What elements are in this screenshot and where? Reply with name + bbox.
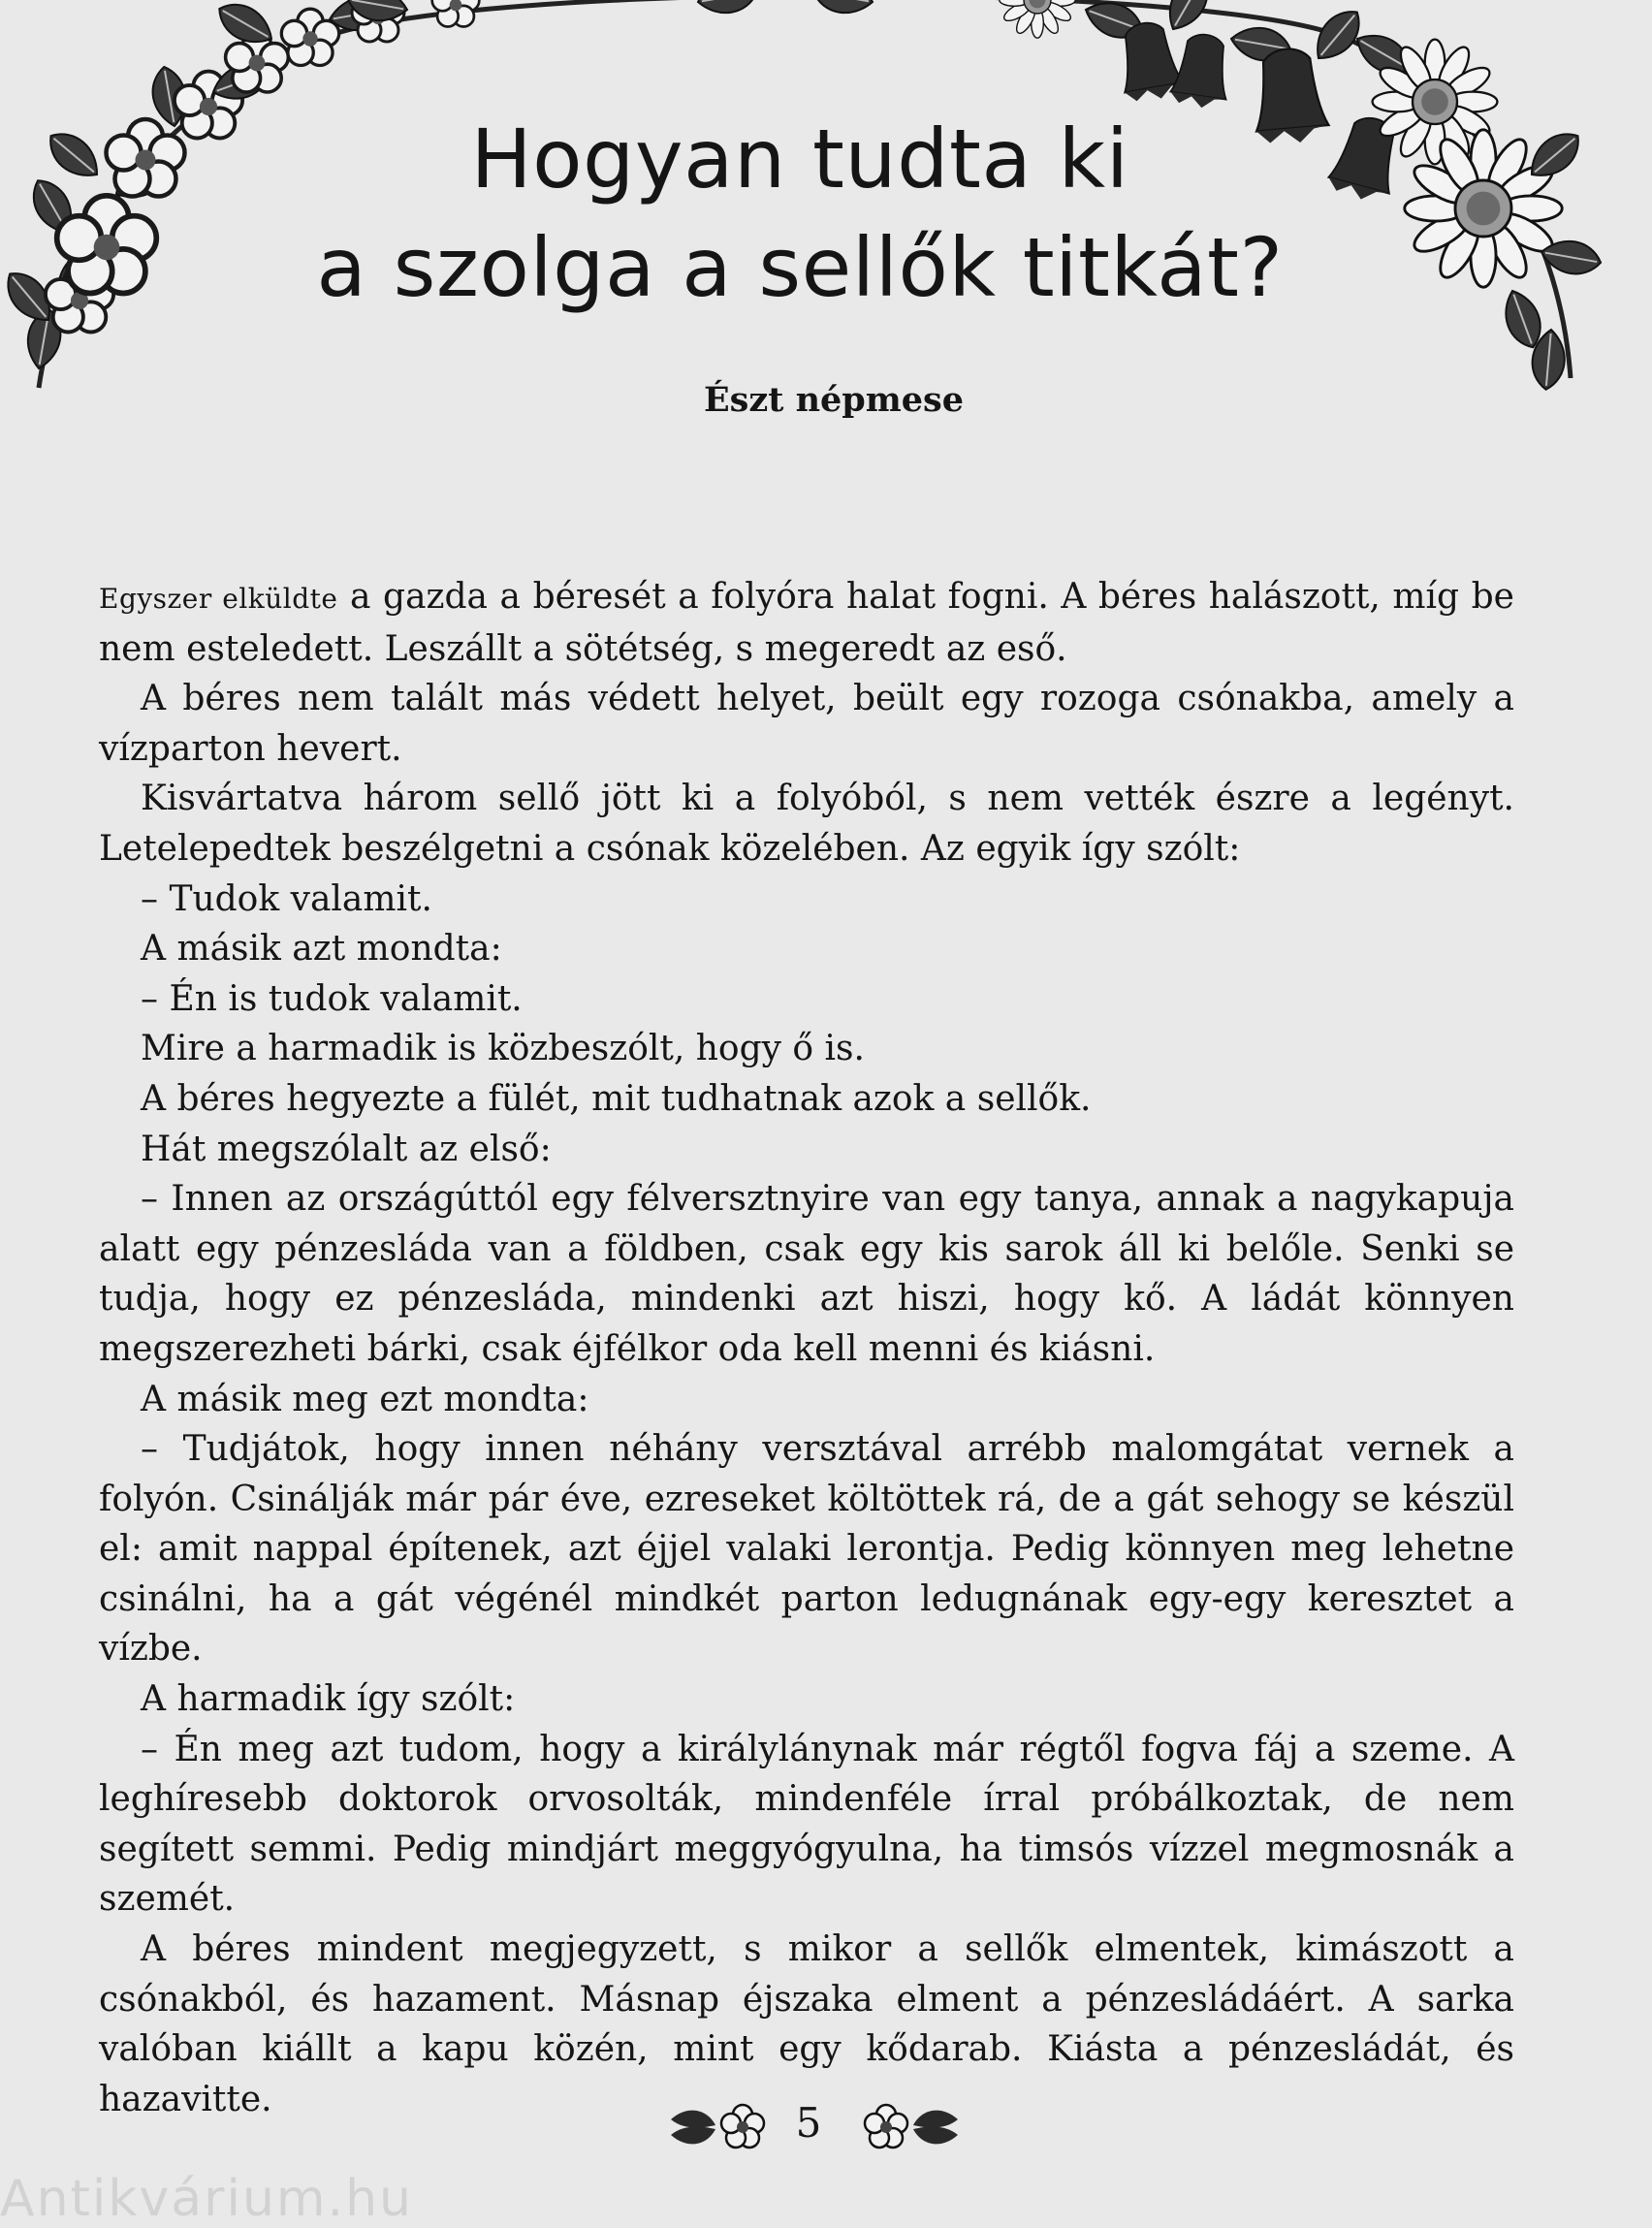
flower-ornament-icon bbox=[669, 2100, 776, 2154]
paragraph: A béres nem talált más védett helyet, beült egy rozoga csónakba, amely a vízparton hevert. bbox=[99, 679, 1514, 769]
story-origin-subtitle: Észt népmese bbox=[703, 380, 965, 420]
paragraph: Mire a harmadik is közbeszólt, hogy ő is. bbox=[141, 1029, 865, 1069]
paragraph: Hát megszólalt az első: bbox=[141, 1129, 552, 1169]
paragraph: – Tudok valamit. bbox=[141, 878, 432, 919]
page-number: 5 bbox=[795, 2099, 822, 2147]
watermark: Antikvárium.hu bbox=[0, 2170, 413, 2228]
title-line-1: Hogyan tudta ki bbox=[470, 111, 1129, 207]
paragraph: – Tudjátok, hogy innen néhány versztával arrébb malomgátat vernek a folyón. Csinálják már pár éve, ezreseket költöttek rá, de a gát sehogy se készül el: amit nappal építenek, azt éjjel valaki lerontja. Pedig könnyen meg lehetne csinálni, ha a gát végénél mindkét parton ledugnának egy-egy keresztet a vízbe. bbox=[99, 1429, 1514, 1670]
paragraph: A másik azt mondta: bbox=[141, 929, 502, 970]
paragraph: Egyszer elküldte a gazda a béresét a folyóra halat fogni. A béres halászott, míg be nem esteledett. Leszállt a sötétség, s megeredt az eső. bbox=[99, 577, 1514, 669]
paragraph: – Innen az országúttól egy félversztnyire van egy tanya, annak a nagykapuja alatt egy pénzesláda van a földben, csak egy kis sarok áll ki belőle. Senki se tudja, hogy ez pénzesláda, mindenki azt hiszi, hogy kő. A ládát könnyen megszerezheti bárki, csak éjfélkor oda kell menni és kiásni. bbox=[99, 1179, 1514, 1369]
title-line-2: a szolga a sellők titkát? bbox=[316, 220, 1284, 315]
paragraph: A másik meg ezt mondta: bbox=[141, 1379, 589, 1419]
paragraph: A béres mindent megjegyzett, s mikor a sellők elmentek, kimászott a csónakból, és hazament. Másnap éjszaka elment a pénzesládáért. A sarka valóban kiállt a kapu közén, mint egy kődarab. Kiásta a pénzesládát, és hazavitte. bbox=[99, 1929, 1514, 2119]
flower-ornament-icon bbox=[853, 2100, 960, 2154]
paragraph: – Én is tudok valamit. bbox=[141, 978, 523, 1019]
paragraph: A béres hegyezte a fülét, mit tudhatnak azok a sellők. bbox=[141, 1078, 1092, 1119]
paragraph: – Én meg azt tudom, hogy a királylánynak már régtől fogva fáj a szeme. A leghíresebb doktorok orvosolták, mindenféle írral próbálkoztak, de nem segített semmi. Pedig mindjárt meggyógyulna, ha timsós vízzel megmosnák a szemét. bbox=[99, 1729, 1514, 1920]
paragraph: Kisvártatva három sellő jött ki a folyóból, s nem vették észre a legényt. Letelepedtek beszélgetni a csónak közelében. Az egyik így szólt: bbox=[99, 779, 1514, 869]
story-body bbox=[99, 572, 1514, 2124]
paragraph: A harmadik így szólt: bbox=[141, 1679, 516, 1720]
story-title bbox=[242, 105, 1357, 322]
small-caps-lead: Egyszer elküldte bbox=[99, 583, 338, 615]
